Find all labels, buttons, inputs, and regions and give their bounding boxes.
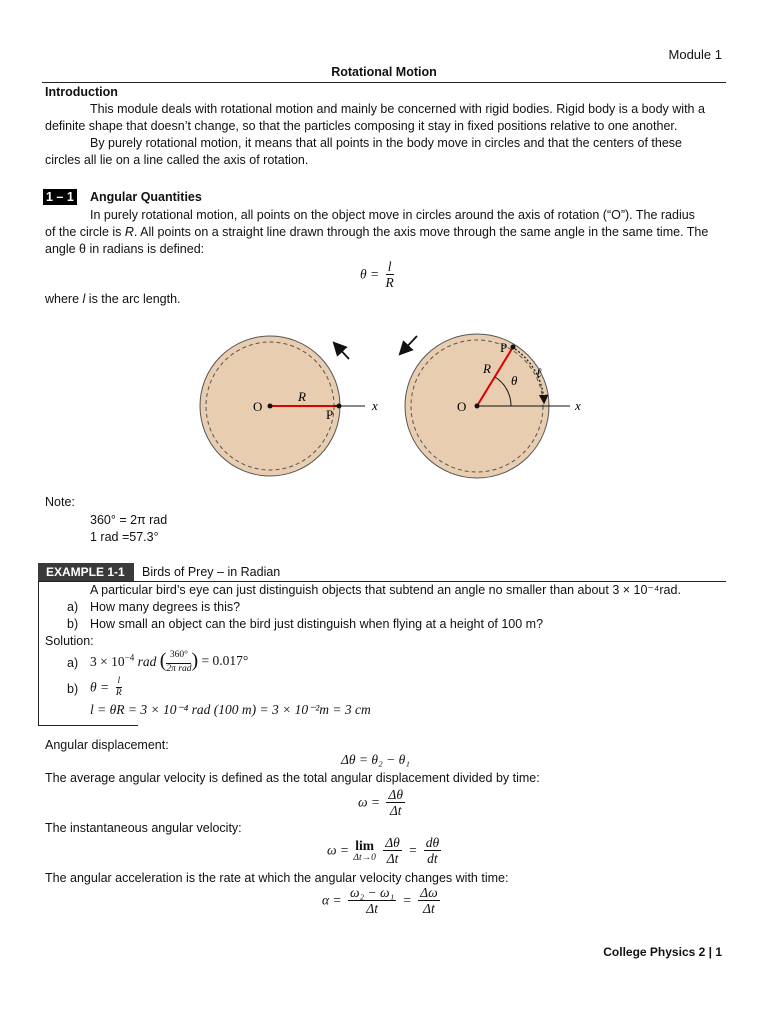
solution-a-label: a) — [67, 656, 79, 670]
left-label-o: O — [253, 399, 263, 414]
right-label-p: P — [500, 340, 508, 355]
example-bottom-rule — [38, 725, 138, 726]
angular-acceleration-label: The angular acceleration is the rate at which the angular velocity changes with time: — [45, 871, 509, 885]
instantaneous-velocity-label: The instantaneous angular velocity: — [45, 821, 242, 835]
header-rule — [42, 82, 726, 83]
solution-b-equation: θ = $\frac{l}{R}$ — [90, 676, 122, 698]
average-velocity-label: The average angular velocity is defined as the total angular displacement divided by time: — [45, 771, 540, 785]
right-label-ell: ℓ — [536, 365, 542, 380]
section-text-2: of the circle is R. All points on a straight line drawn through the axis move through the same angle in the same time. The — [45, 225, 709, 239]
left-label-x: x — [372, 398, 378, 413]
intro-paragraph-1-cont: definite shape that doesn’t change, so that the particles composing it stay in fixed positions relative to one another. — [45, 119, 678, 133]
left-rotation-arrow — [335, 344, 349, 359]
example-question-a: a) How many degrees is this? — [67, 600, 241, 614]
solution-a-equation: $3 \times 10^{-4}$ rad ( $\frac{360^\circ}{\text{2π rad}}) = 0.017^\circ$ — [90, 649, 249, 674]
average-velocity-equation: ω = $\frac{\Delta\theta}{\Delta t}$ — [358, 787, 403, 818]
displacement-equation: Δθ = θ₂ − θ₁ — [341, 752, 410, 767]
rotation-figure — [195, 322, 595, 492]
note-line-1: 360° = 2π rad — [90, 513, 168, 527]
example-title: Birds of Prey – in Radian — [142, 565, 281, 579]
right-label-r: R — [483, 361, 491, 376]
angular-acceleration-equation: α = $\frac{\text{ω₂ − ω₁}}{\Delta t}$ = $\frac{\Delta\omega}{\Delta t}$ — [322, 885, 438, 916]
arc-length-note: where l is the arc length. — [45, 292, 181, 306]
right-center — [475, 404, 480, 409]
right-point-p — [511, 345, 516, 350]
solution-b-label: b) — [67, 682, 79, 696]
left-label-r: R — [298, 389, 306, 404]
right-label-theta: θ — [511, 373, 518, 388]
radius-symbol: R — [124, 225, 134, 239]
instantaneous-velocity-equation: ω = lim Δt→0 $\frac{\Delta\theta}{\Delta t}$ = $\frac{d\theta}{dt}$ — [327, 835, 440, 866]
left-point-p — [337, 404, 342, 409]
angle-definition-equation: θ = $\frac{l}{R}$ — [360, 259, 394, 290]
intro-paragraph-2-cont: circles all lie on a line called the axis of rotation. — [45, 153, 309, 167]
example-tag: EXAMPLE 1-1 — [38, 563, 134, 581]
left-center — [268, 404, 273, 409]
note-heading: Note: — [45, 495, 75, 509]
example-question: A particular bird’s eye can just distinguish objects that subtend an angle no smaller than about 3 × 10⁻⁴rad. — [90, 583, 681, 597]
intro-paragraph-2: By purely rotational motion, it means that all points in the body move in circles and that the centers of these — [90, 136, 682, 150]
module-label: Module 1 — [668, 47, 722, 62]
intro-paragraph-1: This module deals with rotational motion and mainly be concerned with rigid bodies. Rigid body is a body with a — [90, 102, 705, 116]
right-label-x: x — [575, 398, 581, 413]
section-text-1: In purely rotational motion, all points on the object move in circles around the axis of rotation (“O”). The radius — [90, 208, 695, 222]
section-number: 1 – 1 — [43, 189, 77, 205]
right-label-o: O — [457, 399, 467, 414]
displacement-label: Angular displacement: — [45, 738, 169, 752]
right-rotation-arrow — [401, 336, 417, 353]
example-left-rule — [38, 581, 39, 725]
section-heading: Angular Quantities — [90, 190, 202, 204]
section-text-3: angle θ in radians is defined: — [45, 242, 205, 256]
left-label-p: P — [326, 407, 334, 422]
intro-heading: Introduction — [45, 85, 118, 99]
solution-heading: Solution: — [45, 634, 94, 648]
page-footer: College Physics 2 | 1 — [603, 945, 722, 959]
example-question-b: b) How small an object can the bird just distinguish when flying at a height of 100 m? — [67, 617, 544, 631]
solution-b-calculation: l = θR = 3 × 10⁻⁴ rad (100 m) = 3 × 10⁻²m = 3 cm — [90, 702, 371, 717]
page-title: Rotational Motion — [331, 65, 437, 79]
note-line-2: 1 rad =57.3° — [90, 530, 159, 544]
